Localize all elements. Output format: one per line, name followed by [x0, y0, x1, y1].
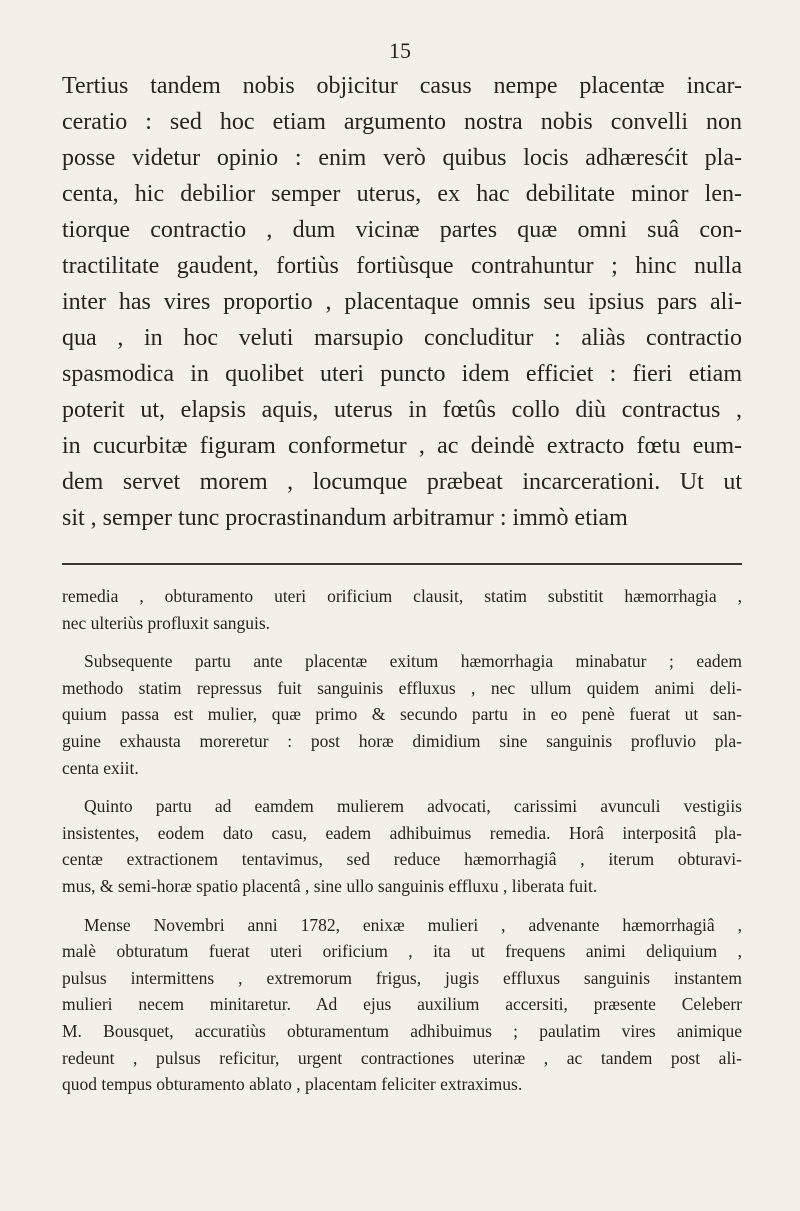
footnote-line: mulieri necem minitaretur. Ad ejus auxilium accersiti, præsente Celeberr: [62, 994, 742, 1015]
footnote-line: Quinto partu ad eamdem mulierem advocati, carissimi avunculi vestigiis: [84, 796, 742, 817]
footnote-paragraph: [62, 583, 742, 636]
text-line: tiorque contractio , dum vicinæ partes quæ omni suâ con-: [62, 217, 742, 243]
footnote-line: nec ulteriùs profluxit sanguis.: [62, 612, 271, 633]
text-line: qua , in hoc veluti marsupio concluditur : aliàs contractio: [62, 325, 742, 351]
footnotes: [62, 583, 742, 1110]
footnote-line: remedia , obturamento uteri orificium clausit, statim substitit hæmorrhagia ,: [62, 586, 742, 606]
footnote-line: methodo statim repressus fuit sanguinis effluxus , nec ullum quidem animi deli-: [62, 677, 742, 698]
text-line: dem servet morem , locumque præbeat incarcerationi. Ut ut: [62, 469, 742, 495]
main-text-body: [62, 68, 742, 536]
text-line: ceratio : sed hoc etiam argumento nostra nobis convelli non: [62, 109, 742, 135]
text-line: spasmodica in quolibet uteri puncto idem efficiet : fieri etiam: [62, 361, 742, 387]
text-line: centa, hic debilior semper uterus, ex hac debilitate minor len-: [62, 181, 742, 207]
footnote-line: M. Bousquet, accuratiùs obturamentum adhibuimus ; paulatim vires animique: [62, 1020, 742, 1041]
footnote-paragraph: [62, 648, 742, 781]
text-line: posse videtur opinio : enim verò quibus locis adhæresćit pla-: [62, 145, 742, 171]
text-line: poterit ut, elapsis aquis, uterus in fœtûs collo diù contractus ,: [62, 397, 742, 423]
footnote-line: malè obturatum fuerat uteri orificium , ita ut frequens animi deliquium ,: [62, 941, 742, 962]
footnote-line: Subsequente partu ante placentæ exitum hæmorrhagia minabatur ; eadem: [84, 651, 742, 672]
text-line: sit , semper tunc procrastinandum arbitramur : immò etiam: [62, 505, 628, 531]
footnote-line: guine exhausta moreretur : post horæ dimidium sine sanguinis profluvio pla-: [62, 730, 742, 751]
footnote-line: Mense Novembri anni 1782, enixæ mulieri , advenante hæmorrhagiâ ,: [84, 914, 742, 935]
page-number: 15: [389, 38, 411, 63]
footnote-line: pulsus intermittens , extremorum frigus, jugis effluxus sanguinis instantem: [62, 967, 742, 988]
footnote-line: insistentes, eodem dato casu, eadem adhibuimus remedia. Horâ interpositâ pla-: [62, 822, 742, 843]
footnote-line: redeunt , pulsus reficitur, urgent contractiones uterinæ , ac tandem post ali-: [62, 1047, 742, 1068]
footnote-line: centa exiit.: [62, 757, 139, 778]
footnote-divider: [62, 563, 742, 565]
text-line: Tertius tandem nobis objicitur casus nempe placentæ incar-: [62, 73, 742, 99]
footnote-paragraph: [62, 912, 742, 1098]
text-line: inter has vires proportio , placentaque omnis seu ipsius pars ali-: [62, 289, 742, 315]
footnote-line: quium passa est mulier, quæ primo & secundo partu in eo penè fuerat ut san-: [62, 704, 742, 725]
footnote-line: quod tempus obturamento ablato , placentam feliciter extraximus.: [62, 1074, 523, 1095]
text-line: tractilitate gaudent, fortiùs fortiùsque contrahuntur ; hinc nulla: [62, 253, 742, 279]
text-line: in cucurbitæ figuram conformetur , ac deindè extracto fœtu eum-: [62, 433, 742, 459]
footnote-line: centæ extractionem tentavimus, sed reduce hæmorrhagiâ , iterum obturavi-: [62, 849, 742, 870]
footnote-line: mus, & semi-horæ spatio placentâ , sine ullo sanguinis effluxu , liberata fuit.: [62, 875, 598, 896]
footnote-paragraph: [62, 793, 742, 899]
